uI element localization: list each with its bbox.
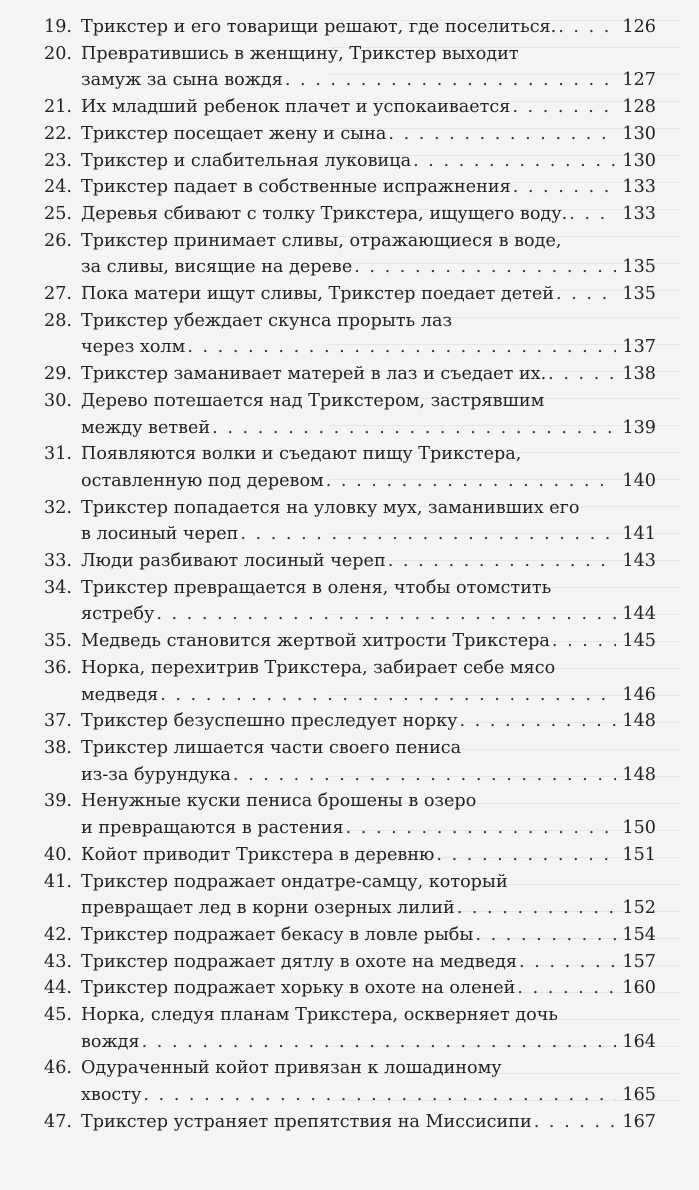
toc-entry-page: 150 xyxy=(622,818,656,839)
dot-leader xyxy=(513,174,616,201)
toc-entry-title-line: Трикстер подражает хорьку в охоте на оленей xyxy=(81,978,516,999)
toc-entry-title-line: Трикстер принимает сливы, отражающиеся в воде, xyxy=(81,230,562,251)
toc-entry-title-line: Трикстер подражает ондатре-самцу, который xyxy=(81,871,508,892)
toc-entry-page: 127 xyxy=(622,70,656,91)
toc-entry-page: 141 xyxy=(622,524,656,545)
toc-entry-page: 135 xyxy=(622,257,656,278)
toc-entry-page: 133 xyxy=(622,177,656,198)
toc-entry-page: 143 xyxy=(622,551,656,572)
dot-leader xyxy=(512,94,616,121)
dot-leader xyxy=(212,415,616,442)
toc-entry-title-line: Трикстер убеждает скунса прорыть лаз xyxy=(81,310,453,331)
toc-entry-number: 21. xyxy=(44,97,72,118)
toc-entry-title-line: Люди разбивают лосиный череп xyxy=(81,551,386,572)
toc-entry xyxy=(44,575,656,628)
toc-entry-number: 30. xyxy=(44,390,72,411)
toc-entry-page: 135 xyxy=(622,284,656,305)
dot-leader xyxy=(388,548,616,575)
toc-entry xyxy=(44,14,656,41)
toc-entry-title-line: Трикстер безуспешно преследует норку xyxy=(81,711,458,732)
toc-entry xyxy=(44,949,656,976)
toc-entry xyxy=(44,1002,656,1055)
toc-entry-page: 138 xyxy=(622,364,656,385)
toc-entry-page: 130 xyxy=(622,150,656,171)
toc-entry xyxy=(44,708,656,735)
toc-entry-number: 19. xyxy=(44,17,72,37)
toc-entry-page: 152 xyxy=(622,898,656,919)
toc-entry-page: 144 xyxy=(622,604,656,625)
dot-leader xyxy=(187,334,616,361)
toc-entry-page: 145 xyxy=(622,631,656,652)
toc-entry-number: 32. xyxy=(44,497,72,518)
toc-entry-page: 139 xyxy=(622,417,656,438)
toc-entry-title-line: и превращаются в растения xyxy=(81,818,344,839)
toc-entry xyxy=(44,94,656,121)
toc-entry-title-line: Трикстер превращается в оленя, чтобы отомстить xyxy=(81,577,552,598)
dot-leader xyxy=(475,922,616,949)
toc-entry-number: 29. xyxy=(44,364,72,385)
toc-entry-page: 148 xyxy=(622,711,656,732)
toc-entry-title-line: Трикстер попадается на уловку мух, заманивших его xyxy=(81,497,580,518)
toc-entry-page: 151 xyxy=(622,844,656,865)
toc-entry-title-line: Дерево потешается над Трикстером, застрявшим xyxy=(81,390,545,411)
toc-entry-title-line: Деревья сбивают с толку Трикстера, ищущего воду. xyxy=(81,203,568,224)
dot-leader xyxy=(354,254,616,281)
dot-leader xyxy=(556,281,616,308)
toc-entry-number: 20. xyxy=(44,43,72,64)
toc-entry-page: 146 xyxy=(622,684,656,705)
toc-entry xyxy=(44,148,656,175)
toc-entry-number: 35. xyxy=(44,631,72,652)
toc-entry-number: 31. xyxy=(44,444,72,465)
toc-entry-number: 28. xyxy=(44,310,72,331)
dot-leader xyxy=(552,628,616,655)
dot-leader xyxy=(285,67,616,94)
toc-entry-title-line: Превратившись в женщину, Трикстер выходит xyxy=(81,43,519,64)
toc-entry-page: 164 xyxy=(622,1031,656,1052)
toc-entry-title-line: Трикстер заманивает матерей в лаз и съедает их. xyxy=(81,364,547,385)
toc-entry-title-line: в лосиный череп xyxy=(81,524,239,545)
toc-entry-title-line: Их младший ребенок плачет и успокаивается xyxy=(81,97,511,118)
toc-entry-title-line: Трикстер подражает дятлу в охоте на медведя xyxy=(81,951,518,972)
toc-entry xyxy=(44,281,656,308)
toc-entry-number: 25. xyxy=(44,203,72,224)
toc-entry xyxy=(44,121,656,148)
toc-entry-title-line: Норка, следуя планам Трикстера, оскверняет дочь xyxy=(81,1005,558,1026)
toc-entry xyxy=(44,975,656,1002)
toc-entry-page: 165 xyxy=(622,1085,656,1106)
toc-entry-title-line: Появляются волки и съедают пищу Трикстера, xyxy=(81,444,522,465)
toc-entry-title-line: Трикстер лишается части своего пениса xyxy=(81,737,462,758)
dot-leader xyxy=(388,121,616,148)
toc-entry-page: 167 xyxy=(622,1111,656,1132)
dot-leader xyxy=(346,815,616,842)
toc-entry-number: 33. xyxy=(44,551,72,572)
toc-entry-page: 128 xyxy=(622,97,656,118)
toc-entry-title-line: замуж за сына вождя xyxy=(81,70,283,91)
toc-entry xyxy=(44,869,656,922)
toc-entry xyxy=(44,228,656,281)
toc-entry xyxy=(44,388,656,441)
toc-entry xyxy=(44,41,656,94)
toc-entry-number: 40. xyxy=(44,844,72,865)
toc-entry xyxy=(44,441,656,494)
dot-leader xyxy=(326,468,616,495)
toc-entry-page: 137 xyxy=(622,337,656,358)
toc-entry-page: 148 xyxy=(622,764,656,785)
dot-leader xyxy=(233,762,616,789)
table-of-contents xyxy=(44,14,656,1136)
toc-entry-page: 130 xyxy=(622,123,656,144)
toc-entry xyxy=(44,495,656,548)
toc-entry-title-line: за сливы, висящие на дереве xyxy=(81,257,353,278)
toc-entry-title-line: Трикстер и его товарищи решают, где поселиться. xyxy=(81,17,557,37)
toc-entry-title-line: Пока матери ищут сливы, Трикстер поедает детей xyxy=(81,284,555,305)
toc-entry-page: 126 xyxy=(622,17,656,37)
toc-entry-title-line: Одураченный койот привязан к лошадиному xyxy=(81,1058,502,1079)
dot-leader xyxy=(142,1029,616,1056)
toc-entry-title-line: вождя xyxy=(81,1031,140,1052)
toc-entry-number: 23. xyxy=(44,150,72,171)
dot-leader xyxy=(160,682,616,709)
toc-entry-title-line: ястребу xyxy=(81,604,155,625)
dot-leader xyxy=(569,201,616,228)
toc-entry-number: 44. xyxy=(44,978,72,999)
toc-entry-page: 140 xyxy=(622,470,656,491)
toc-entry-number: 26. xyxy=(44,230,72,251)
toc-entry-number: 37. xyxy=(44,711,72,732)
toc-entry-title-line: медведя xyxy=(81,684,159,705)
toc-entry-title-line: Трикстер посещает жену и сына xyxy=(81,123,387,144)
toc-entry xyxy=(44,1055,656,1108)
toc-entry-title-line: через холм xyxy=(81,337,186,358)
toc-entry-title-line: Койот приводит Трикстера в деревню xyxy=(81,844,435,865)
dot-leader xyxy=(548,361,616,388)
toc-entry xyxy=(44,308,656,361)
dot-leader xyxy=(558,14,616,41)
toc-entry xyxy=(44,174,656,201)
toc-entry-number: 22. xyxy=(44,123,72,144)
toc-entry xyxy=(44,628,656,655)
toc-entry-number: 46. xyxy=(44,1058,72,1079)
toc-entry xyxy=(44,361,656,388)
dot-leader xyxy=(519,949,616,976)
toc-entry xyxy=(44,922,656,949)
toc-entry-title-line: превращает лед в корни озерных лилий xyxy=(81,898,455,919)
toc-entry-title-line: Медведь становится жертвой хитрости Трикстера xyxy=(81,631,550,652)
toc-entry-title-line: Трикстер подражает бекасу в ловле рыбы xyxy=(81,924,474,945)
dot-leader xyxy=(156,601,616,628)
toc-entry-title-line: оставленную под деревом xyxy=(81,470,324,491)
toc-entry xyxy=(44,735,656,788)
dot-leader xyxy=(240,521,616,548)
toc-entry-number: 43. xyxy=(44,951,72,972)
toc-entry-title-line: хвосту xyxy=(81,1085,142,1106)
toc-entry-number: 27. xyxy=(44,284,72,305)
toc-entry-title-line: Ненужные куски пениса брошены в озеро xyxy=(81,791,477,812)
toc-entry xyxy=(44,842,656,869)
dot-leader xyxy=(459,708,616,735)
toc-entry xyxy=(44,548,656,575)
dot-leader xyxy=(534,1109,616,1136)
toc-entry xyxy=(44,201,656,228)
toc-entry-page: 157 xyxy=(622,951,656,972)
dot-leader xyxy=(457,895,616,922)
toc-entry-title-line: Трикстер устраняет препятствия на Миссисипи xyxy=(81,1111,532,1132)
dot-leader xyxy=(413,148,616,175)
toc-entry xyxy=(44,655,656,708)
toc-entry-number: 41. xyxy=(44,871,72,892)
dot-leader xyxy=(143,1082,616,1109)
toc-entry-page: 133 xyxy=(622,203,656,224)
toc-entry-number: 42. xyxy=(44,924,72,945)
toc-entry-number: 45. xyxy=(44,1005,72,1026)
dot-leader xyxy=(436,842,616,869)
toc-entry-title-line: Норка, перехитрив Трикстера, забирает себе мясо xyxy=(81,657,556,678)
toc-entry-number: 24. xyxy=(44,177,72,198)
toc-entry-number: 38. xyxy=(44,737,72,758)
toc-entry-number: 36. xyxy=(44,657,72,678)
toc-entry-number: 47. xyxy=(44,1111,72,1132)
toc-entry-title-line: Трикстер и слабительная луковица xyxy=(81,150,412,171)
toc-entry-title-line: Трикстер падает в собственные испражнения xyxy=(81,177,511,198)
toc-entry-title-line: между ветвей xyxy=(81,417,211,438)
toc-entry xyxy=(44,1109,656,1136)
toc-entry-number: 34. xyxy=(44,577,72,598)
toc-entry-page: 160 xyxy=(622,978,656,999)
toc-entry-title-line: из-за бурундука xyxy=(81,764,231,785)
toc-entry-number: 39. xyxy=(44,791,72,812)
dot-leader xyxy=(517,975,616,1002)
toc-entry-page: 154 xyxy=(622,924,656,945)
toc-entry xyxy=(44,788,656,841)
